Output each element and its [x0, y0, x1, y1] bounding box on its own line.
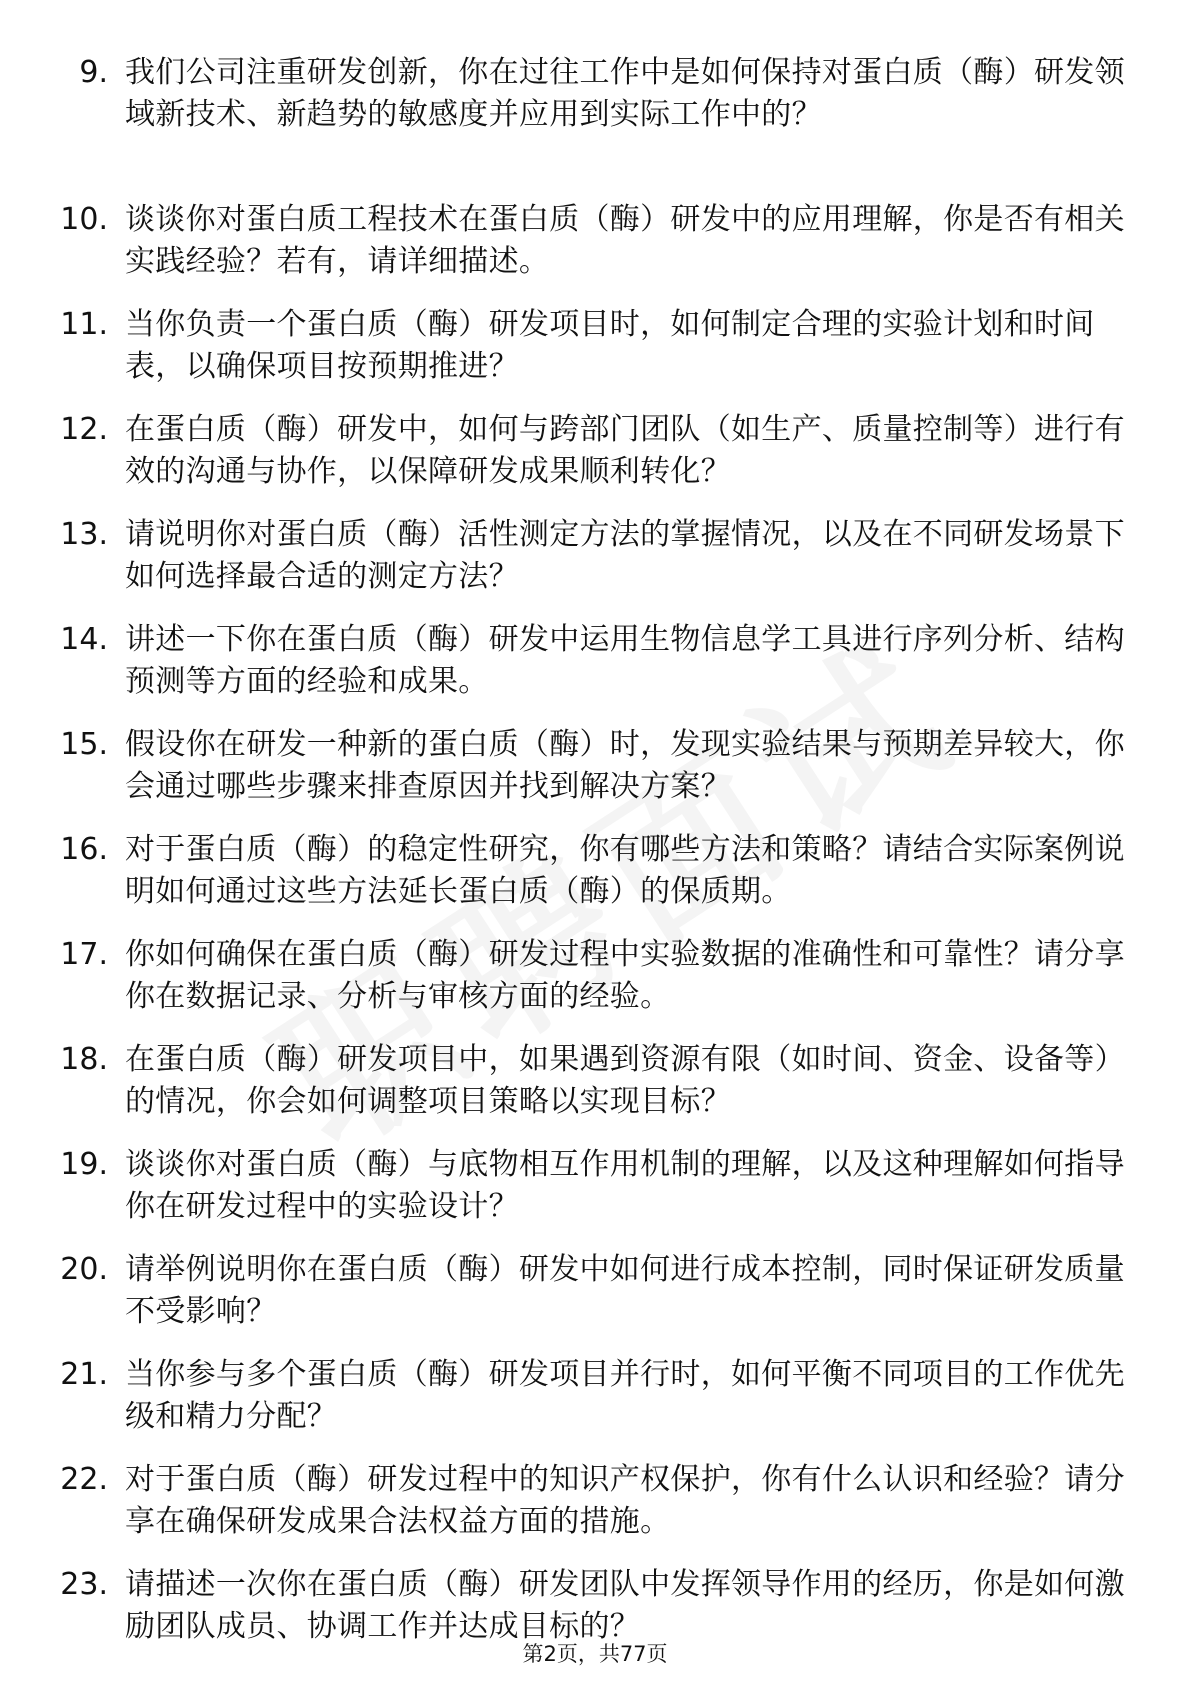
- question-item: [0, 934, 1190, 1039]
- question-item: [0, 199, 1190, 304]
- question-number: 11.: [60, 307, 108, 342]
- question-text: 在蛋白质（酶）研发中，如何与跨部门团队（如生产、质量控制等）进行有效的沟通与协作，以保障研发成果顺利转化？: [125, 412, 1125, 489]
- question-number: 21.: [60, 1357, 108, 1392]
- question-number: 10.: [60, 202, 108, 237]
- question-number: 12.: [60, 412, 108, 447]
- question-number: 23.: [60, 1567, 108, 1602]
- question-text: 在蛋白质（酶）研发项目中，如果遇到资源有限（如时间、资金、设备等）的情况，你会如何调整项目策略以实现目标？: [125, 1042, 1125, 1119]
- question-text: 你如何确保在蛋白质（酶）研发过程中实验数据的准确性和可靠性？请分享你在数据记录、分析与审核方面的经验。: [125, 937, 1125, 1014]
- question-text: 谈谈你对蛋白质（酶）与底物相互作用机制的理解，以及这种理解如何指导你在研发过程中的实验设计？: [125, 1147, 1125, 1224]
- question-text: 我们公司注重研发创新，你在过往工作中是如何保持对蛋白质（酶）研发领域新技术、新趋势的敏感度并应用到实际工作中的？: [125, 55, 1125, 132]
- page-footer: 第2页，共77页: [522, 1642, 668, 1666]
- question-item: [0, 1039, 1190, 1144]
- question-item: [0, 1249, 1190, 1354]
- question-text: 假设你在研发一种新的蛋白质（酶）时，发现实验结果与预期差异较大，你会通过哪些步骤来排查原因并找到解决方案？: [125, 727, 1125, 804]
- question-item: [0, 409, 1190, 514]
- question-text: 对于蛋白质（酶）的稳定性研究，你有哪些方法和策略？请结合实际案例说明如何通过这些方法延长蛋白质（酶）的保质期。: [125, 832, 1125, 909]
- question-number: 13.: [60, 517, 108, 552]
- question-text: 讲述一下你在蛋白质（酶）研发中运用生物信息学工具进行序列分析、结构预测等方面的经验和成果。: [125, 622, 1125, 699]
- question-item: [0, 829, 1190, 934]
- question-item: [0, 724, 1190, 829]
- question-item: [0, 1459, 1190, 1564]
- question-item: [0, 1354, 1190, 1459]
- question-text: 当你负责一个蛋白质（酶）研发项目时，如何制定合理的实验计划和时间表，以确保项目按预期推进？: [125, 307, 1095, 384]
- question-number: 15.: [60, 727, 108, 762]
- question-text: 谈谈你对蛋白质工程技术在蛋白质（酶）研发中的应用理解，你是否有相关实践经验？若有，请详细描述。: [125, 202, 1125, 279]
- question-number: 19.: [60, 1147, 108, 1182]
- question-text: 对于蛋白质（酶）研发过程中的知识产权保护，你有什么认识和经验？请分享在确保研发成果合法权益方面的措施。: [125, 1462, 1125, 1539]
- question-item: [0, 619, 1190, 724]
- question-text: 请说明你对蛋白质（酶）活性测定方法的掌握情况，以及在不同研发场景下如何选择最合适的测定方法？: [125, 517, 1125, 594]
- question-number: 20.: [60, 1252, 108, 1287]
- question-list: [0, 52, 1190, 1669]
- question-text: 请描述一次你在蛋白质（酶）研发团队中发挥领导作用的经历，你是如何激励团队成员、协调工作并达成目标的？: [125, 1567, 1125, 1644]
- question-number: 14.: [60, 622, 108, 657]
- question-item: [0, 514, 1190, 619]
- question-number: 16.: [60, 832, 108, 867]
- question-item: [0, 1144, 1190, 1249]
- question-number: 9.: [79, 55, 108, 90]
- question-item: [0, 52, 1190, 199]
- question-text: 当你参与多个蛋白质（酶）研发项目并行时，如何平衡不同项目的工作优先级和精力分配？: [125, 1357, 1125, 1434]
- question-number: 18.: [60, 1042, 108, 1077]
- question-item: [0, 304, 1190, 409]
- question-number: 17.: [60, 937, 108, 972]
- question-number: 22.: [60, 1462, 108, 1497]
- question-text: 请举例说明你在蛋白质（酶）研发中如何进行成本控制，同时保证研发质量不受影响？: [125, 1252, 1125, 1329]
